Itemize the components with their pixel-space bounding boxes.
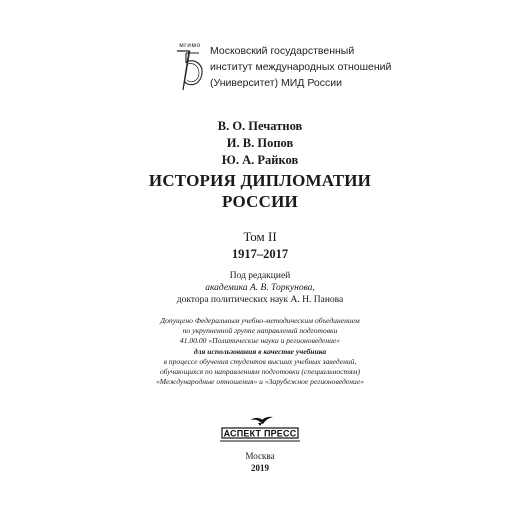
years-range: 1917–2017 xyxy=(231,247,289,261)
institution-line: (Университет) МИД России xyxy=(210,77,342,89)
author: В. О. Печатнов xyxy=(217,119,303,133)
author: Ю. А. Райков xyxy=(221,153,299,167)
editors-line-text: академика А. В. Торкунова, xyxy=(205,283,315,293)
institution-header xyxy=(174,40,444,96)
title-line: ИСТОРИЯ ДИПЛОМАТИИ xyxy=(148,171,372,190)
logo-text: мгимо xyxy=(179,42,201,49)
editors-block xyxy=(0,270,520,306)
publisher-name: АСПЕКТ ПРЕСС xyxy=(223,428,297,439)
approval-line: в процессе обучения студентов высших учебных заведений, xyxy=(163,356,357,366)
institution-name xyxy=(210,43,391,91)
publication-year: 2019 xyxy=(251,463,269,473)
approval-line: 41.00.00 «Политические науки и регионоведение» xyxy=(179,336,341,346)
approval-line: по укрупненной группе направлений подготовки xyxy=(182,326,338,336)
book-title xyxy=(0,170,520,212)
aspect-press-logo-icon xyxy=(218,412,302,446)
authors xyxy=(0,118,520,169)
title-line: РОССИИ xyxy=(222,192,298,211)
approval-line: обучающихся по направлениям подготовки (специальностям) xyxy=(159,367,361,377)
editors-line xyxy=(0,282,520,294)
author: И. В. Попов xyxy=(226,136,294,150)
volume-label: Том II xyxy=(243,229,277,244)
institution-line: институт международных отношений xyxy=(210,61,392,73)
approval-line: Допущено Федеральным учебно-методическим объединением xyxy=(160,316,360,325)
institution-line: Московский государственный xyxy=(210,45,355,57)
publisher-block xyxy=(0,412,520,451)
editors-line: Под редакцией xyxy=(229,271,291,281)
editors-line: доктора политических наук А. Н. Панова xyxy=(176,295,344,305)
publisher-city: Москва xyxy=(245,451,275,461)
approval-line: для использования в качестве учебника xyxy=(193,346,327,356)
mgimo-75-logo-icon xyxy=(174,40,206,98)
approval-block xyxy=(0,316,520,387)
approval-line: «Международные отношения» и «Зарубежное регионоведение» xyxy=(155,377,364,387)
